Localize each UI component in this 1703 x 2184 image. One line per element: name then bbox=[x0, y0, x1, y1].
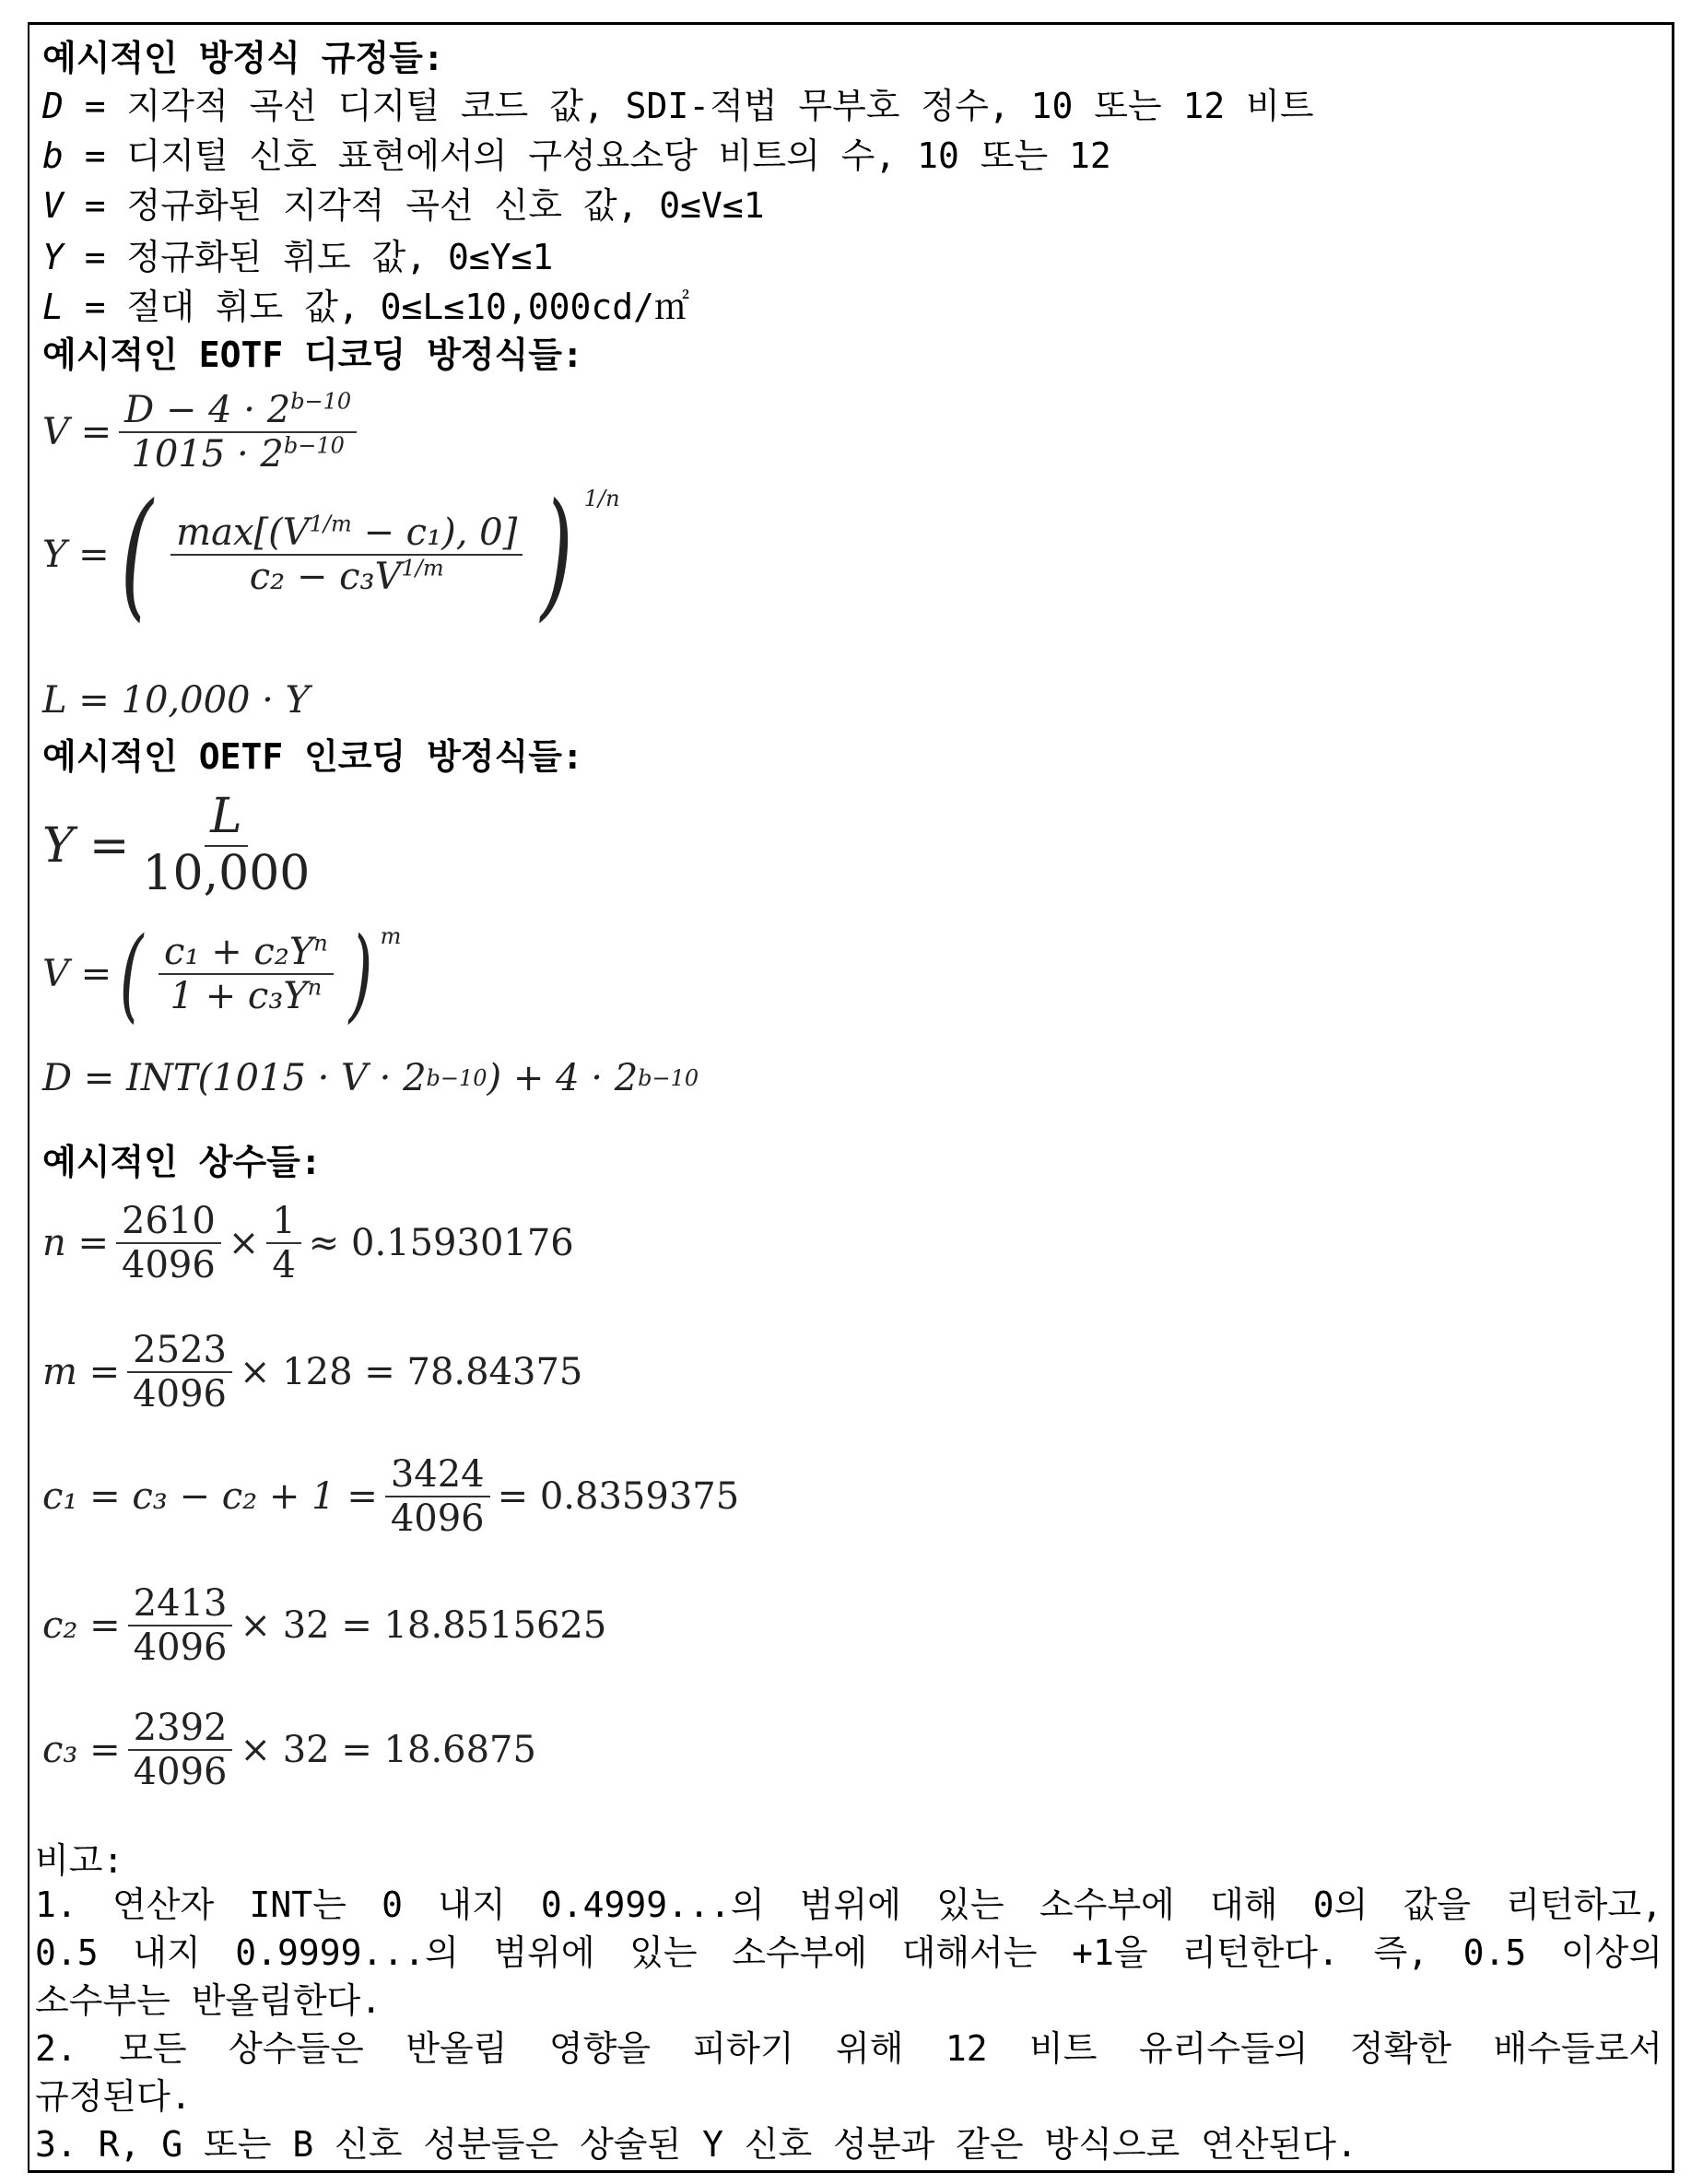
constant-c1: c₁ = c₃ − c₂ + 1 = 3424 4096 = 0.8359375 bbox=[42, 1453, 739, 1540]
note-2-line-2: 규정된다. bbox=[35, 2074, 1662, 2119]
oetf-d-equation: D = INT(1015 · V · 2 b−10 ) + 4 · 2 b−10 bbox=[42, 1057, 699, 1099]
eotf-y-equation: Y = ( max[(V1/m − c₁), 0] c₂ − c₃V1/m ) 1/n bbox=[42, 486, 620, 624]
eotf-l-equation: L = 10,000 · Y bbox=[42, 679, 310, 722]
def-l: L = 절대 휘도 값, 0≤L≤10,000cd/㎡ bbox=[42, 285, 689, 329]
oetf-v-equation: V = ( c₁ + c₂Yn 1 + c₃Yn ) m bbox=[42, 923, 401, 1025]
constant-c3: c₃ = 2392 4096 × 32 = 18.6875 bbox=[42, 1707, 536, 1793]
definitions-heading: 예시적인 방정식 규정들: bbox=[42, 36, 444, 80]
constant-m: m = 2523 4096 × 128 = 78.84375 bbox=[42, 1329, 582, 1415]
note-1-line-1: 1. 연산자 INT는 0 내지 0.4999...의 범위에 있는 소수부에 대해 0의 값을 리턴하고, bbox=[35, 1883, 1662, 1927]
equation-box bbox=[28, 22, 1674, 2173]
oetf-y-equation: Y = L 10,000 bbox=[42, 790, 323, 902]
note-1-line-3: 소수부는 반올림한다. bbox=[35, 1979, 1662, 2023]
def-v: V = 정규화된 지각적 곡선 신호 값, 0≤V≤1 bbox=[42, 183, 765, 228]
def-d: D = 지각적 곡선 디지털 코드 값, SDI-적법 무부호 정수, 10 또는 12 비트 bbox=[42, 84, 1314, 128]
note-3: 3. R, G 또는 B 신호 성분들은 상술된 Y 신호 성분과 같은 방식으로 연산된다. bbox=[35, 2122, 1662, 2166]
note-2-line-1: 2. 모든 상수들은 반올림 영향을 피하기 위해 12 비트 유리수들의 정확한 배수들로서 bbox=[35, 2026, 1662, 2071]
notes-heading: 비고: bbox=[35, 1838, 1662, 1883]
constant-c2: c₂ = 2413 4096 × 32 = 18.8515625 bbox=[42, 1582, 606, 1669]
eotf-v-equation: V = D − 4 · 2b−10 1015 · 2b−10 bbox=[42, 389, 364, 476]
eotf-heading: 예시적인 EOTF 디코딩 방정식들: bbox=[42, 333, 583, 377]
note-1-line-2: 0.5 내지 0.9999...의 범위에 있는 소수부에 대해서는 +1을 리턴한다. 즉, 0.5 이상의 bbox=[35, 1931, 1662, 1975]
constants-heading: 예시적인 상수들: bbox=[42, 1140, 322, 1184]
def-y: Y = 정규화된 휘도 값, 0≤Y≤1 bbox=[42, 235, 553, 279]
oetf-heading: 예시적인 OETF 인코딩 방정식들: bbox=[42, 734, 583, 779]
def-b: b = 디지털 신호 표현에서의 구성요소당 비트의 수, 10 또는 12 bbox=[42, 134, 1111, 178]
constant-n: n = 2610 4096 × 1 4 ≈ 0.15930176 bbox=[42, 1200, 574, 1286]
